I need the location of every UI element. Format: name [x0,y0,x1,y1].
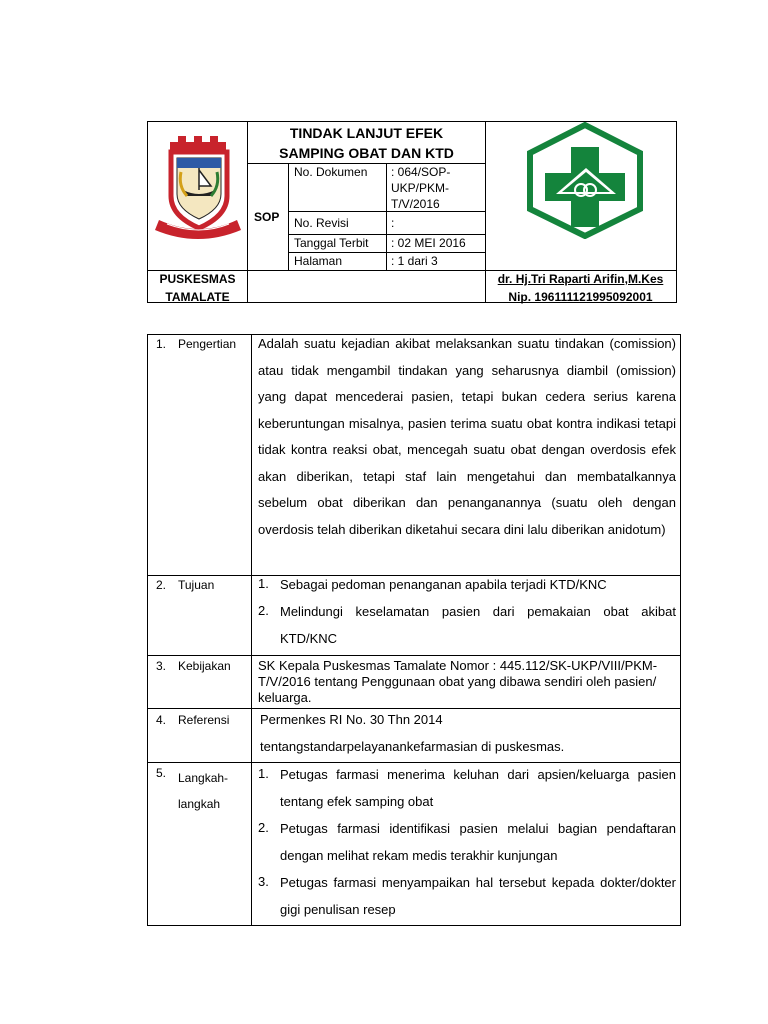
objective-item-1-number: 1. [258,576,269,591]
objective-item-2-number: 2. [258,603,269,618]
reference-line-2: tentangstandarpelayanankefarmasian di puskesmas. [260,739,565,754]
section-5-number: 5. [156,766,167,780]
sop-label: SOP [254,210,280,224]
objective-item-1: Sebagai pedoman penanganan apabila terjadi KTD/KNC [280,577,607,592]
doc-number-value: : 064/SOP- UKP/PKM- T/V/2016 [391,165,451,211]
signer-nip: Nip. 196111121995092001 [508,290,653,304]
page-value: : 1 dari 3 [391,254,438,268]
issue-date-value: : 02 MEI 2016 [391,236,466,250]
section-2-label: Tujuan [178,578,215,592]
step-2-number: 2. [258,820,269,835]
section-4-label: Referensi [178,713,230,727]
section-3-label: Kebijakan [178,659,231,673]
section-5-label: Langkah- langkah [178,771,229,811]
revision-value: : [391,216,395,230]
title-line-1: TINDAK LANJUT EFEK [289,125,444,141]
sop-content-table [147,334,681,926]
step-2: Petugas farmasi identifikasi pasien melalui bagian pendaftaran dengan melihat rekam medis terakhir kunjungan [280,821,676,863]
reference-line-1: Permenkes RI No. 30 Thn 2014 [260,712,443,727]
step-3-number: 3. [258,874,269,889]
signer-name: dr. Hj.Tri Raparti Arifin,M.Kes [497,272,664,286]
issue-date-label: Tanggal Terbit [294,236,369,250]
step-1: Petugas farmasi menerima keluhan dari apsien/keluarga pasien tentang efek samping obat [280,767,676,809]
section-2-number: 2. [156,578,167,592]
title-line-2: SAMPING OBAT DAN KTD [279,145,454,161]
doc-number-label: No. Dokumen [294,165,368,179]
objective-item-2: Melindungi keselamatan pasien dari pemakaian obat akibat KTD/KNC [280,604,676,646]
revision-label: No. Revisi [294,216,349,230]
puskesmas-logo [514,122,656,239]
page-label: Halaman [294,254,343,268]
definition-text: Adalah suatu kejadian akibat melaksankan suatu tindakan (comission) atau tidak mengambil tindakan yang seharusnya diambil (omission) yang dapat mencederai pasien, tetapi bukan cedera serius karena keberuntungan misalnya, pasien terima suatu obat kontra indikasi tetapi tidak kontra reaksi obat, mencegah suatu obat dengan overdosis efek akan diberikan, tetapi staf lain mengetahui dan membatalkannya sebelum obat diberikan dan penanganannya (suatu oleh dengan overdosis telah diberikan diketahui secara dini lalu diberikan anidotum) [258,336,676,537]
regional-emblem-logo [153,128,243,242]
section-1-number: 1. [156,337,167,351]
section-4-number: 4. [156,713,167,727]
section-1-label: Pengertian [178,337,237,351]
organization-name: PUSKESMAS TAMALATE [159,272,236,304]
step-1-number: 1. [258,766,269,781]
document-title [248,123,485,163]
sop-header-table [147,121,677,303]
signer-block [485,270,676,306]
section-3-number: 3. [156,659,167,673]
step-3: Petugas farmasi menyampaikan hal tersebut kepada dokter/dokter gigi penulisan resep [280,875,676,917]
policy-text: SK Kepala Puskesmas Tamalate Nomor : 445.112/SK-UKP/VIII/PKM-T/V/2016 tentang Penggunaan obat yang dibawa sendiri oleh pasien/ keluarga. [258,658,658,705]
